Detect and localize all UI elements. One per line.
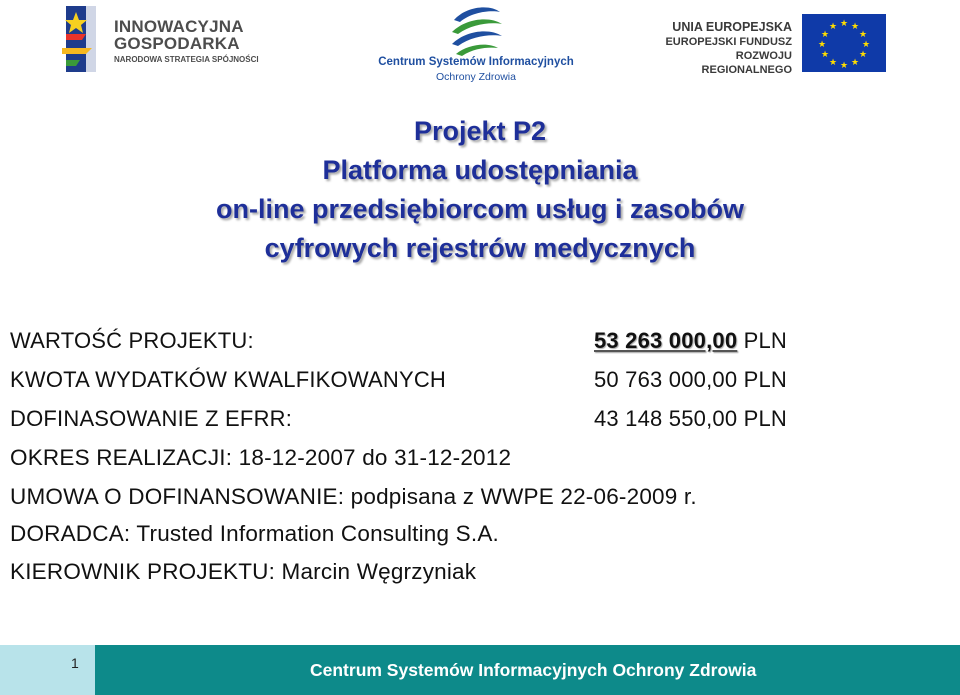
eu-line1: UNIA EUROPEJSKA [672,20,792,34]
csioz-subtitle: Ochrony Zdrowia [436,71,516,83]
page-number: 1 [71,655,79,671]
svg-text:★: ★ [820,50,830,60]
eu-flag-icon [802,14,886,72]
svg-text:★: ★ [828,58,838,68]
svg-text:★: ★ [858,50,868,60]
ig-star-icon [52,4,112,76]
okres-realizacji: OKRES REALIZACJI: 18-12-2007 do 31-12-2012 [10,445,512,470]
footer-bar [0,645,960,695]
wartosc-value [594,328,787,354]
svg-text:★: ★ [839,19,849,29]
wartosc-currency: PLN [737,328,788,353]
innowacyjna-gospodarka-logo [52,4,262,76]
page-number-box [0,645,95,695]
kwota-label: KWOTA WYDATKÓW KWALFIKOWANYCH [10,367,447,392]
ig-line2: GOSPODARKA [114,34,240,53]
svg-text:★: ★ [861,40,871,50]
csioz-logo [378,2,574,86]
title-line-4: cyfrowych rejestrów medycznych [264,233,696,263]
umowa-dofinansowanie: UMOWA O DOFINANSOWANIE: podpisana z WWPE 22-06-2009 r. [10,484,697,509]
dofinansowanie-value: 43 148 550,00 PLN [594,406,787,431]
title-line-2: Platforma udostępniania [322,155,638,185]
kwota-value: 50 763 000,00 PLN [594,367,787,392]
title-line-1: Projekt P2 [413,116,547,146]
csioz-swirl-icon [446,2,506,58]
ig-line3: NARODOWA STRATEGIA SPÓJNOŚCI [114,55,259,64]
svg-text:★: ★ [839,61,849,71]
eu-line3: ROZWOJU REGIONALNEGO [701,50,792,76]
svg-text:★: ★ [817,40,827,50]
svg-text:★: ★ [858,30,868,40]
slide-title [0,112,960,268]
svg-text:★: ★ [850,22,860,32]
csioz-name: Centrum Systemów Informacyjnych [378,56,574,68]
ig-line1: INNOWACYJNA [114,17,244,36]
wartosc-label: WARTOŚĆ PROJEKTU: [10,328,254,353]
wartosc-amount: 53 263 000,00 [594,328,738,353]
title-line-3: on-line przedsiębiorcom usług i zasobów [215,194,745,224]
svg-text:★: ★ [850,58,860,68]
svg-text:★: ★ [828,22,838,32]
eu-line2: EUROPEJSKI FUNDUSZ [665,36,792,48]
doradca: DORADCA: Trusted Information Consulting S.A. [10,521,499,546]
dofinansowanie-label: DOFINASOWANIE Z EFRR: [10,406,293,431]
kierownik-projektu: KIEROWNIK PROJEKTU: Marcin Węgrzyniak [10,559,477,584]
svg-text:★: ★ [820,30,830,40]
footer-org-name: Centrum Systemów Informacyjnych Ochrony Zdrowia [310,660,757,680]
eu-logo [646,14,886,76]
